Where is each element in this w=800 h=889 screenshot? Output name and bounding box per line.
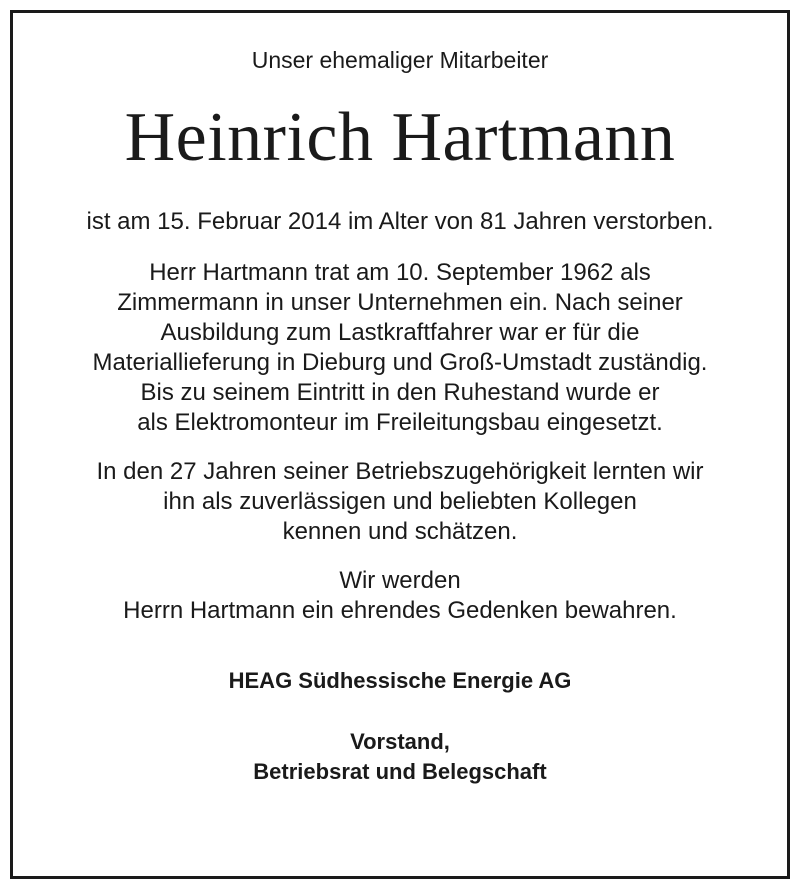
- intro-text: Unser ehemaliger Mitarbeiter: [251, 47, 549, 73]
- memorial-line: Wir werden: [339, 567, 461, 594]
- signer-line: Betriebsrat und Belegschaft: [253, 759, 547, 784]
- tribute-line: In den 27 Jahren seiner Betriebszugehörigkeit lernten wir: [96, 458, 704, 485]
- career-paragraph: [13, 258, 787, 438]
- death-statement: ist am 15. Februar 2014 im Alter von 81 Jahren verstorben.: [86, 208, 714, 235]
- tribute-line: ihn als zuverlässigen und beliebten Kollegen: [163, 488, 637, 515]
- signer-line: Vorstand,: [350, 729, 450, 754]
- career-line: Bis zu seinem Eintritt in den Ruhestand wurde er: [140, 379, 660, 406]
- company-name: HEAG Südhessische Energie AG: [228, 668, 572, 693]
- career-line: Ausbildung zum Lastkraftfahrer war er für die: [160, 319, 640, 346]
- tribute-line: kennen und schätzen.: [282, 518, 518, 545]
- signers-block: [13, 727, 787, 787]
- memorial-paragraph: [13, 566, 787, 626]
- career-line: Materiallieferung in Dieburg und Groß-Umstadt zuständig.: [92, 349, 708, 376]
- deceased-name: Heinrich Hartmann: [124, 99, 676, 176]
- tribute-paragraph: [13, 457, 787, 547]
- career-line: Zimmermann in unser Unternehmen ein. Nach seiner: [117, 289, 683, 316]
- career-line: Herr Hartmann trat am 10. September 1962 als: [149, 259, 651, 286]
- memorial-line: Herrn Hartmann ein ehrendes Gedenken bewahren.: [123, 597, 677, 624]
- obituary-notice: [13, 13, 787, 787]
- career-line: als Elektromonteur im Freileitungsbau eingesetzt.: [137, 409, 663, 436]
